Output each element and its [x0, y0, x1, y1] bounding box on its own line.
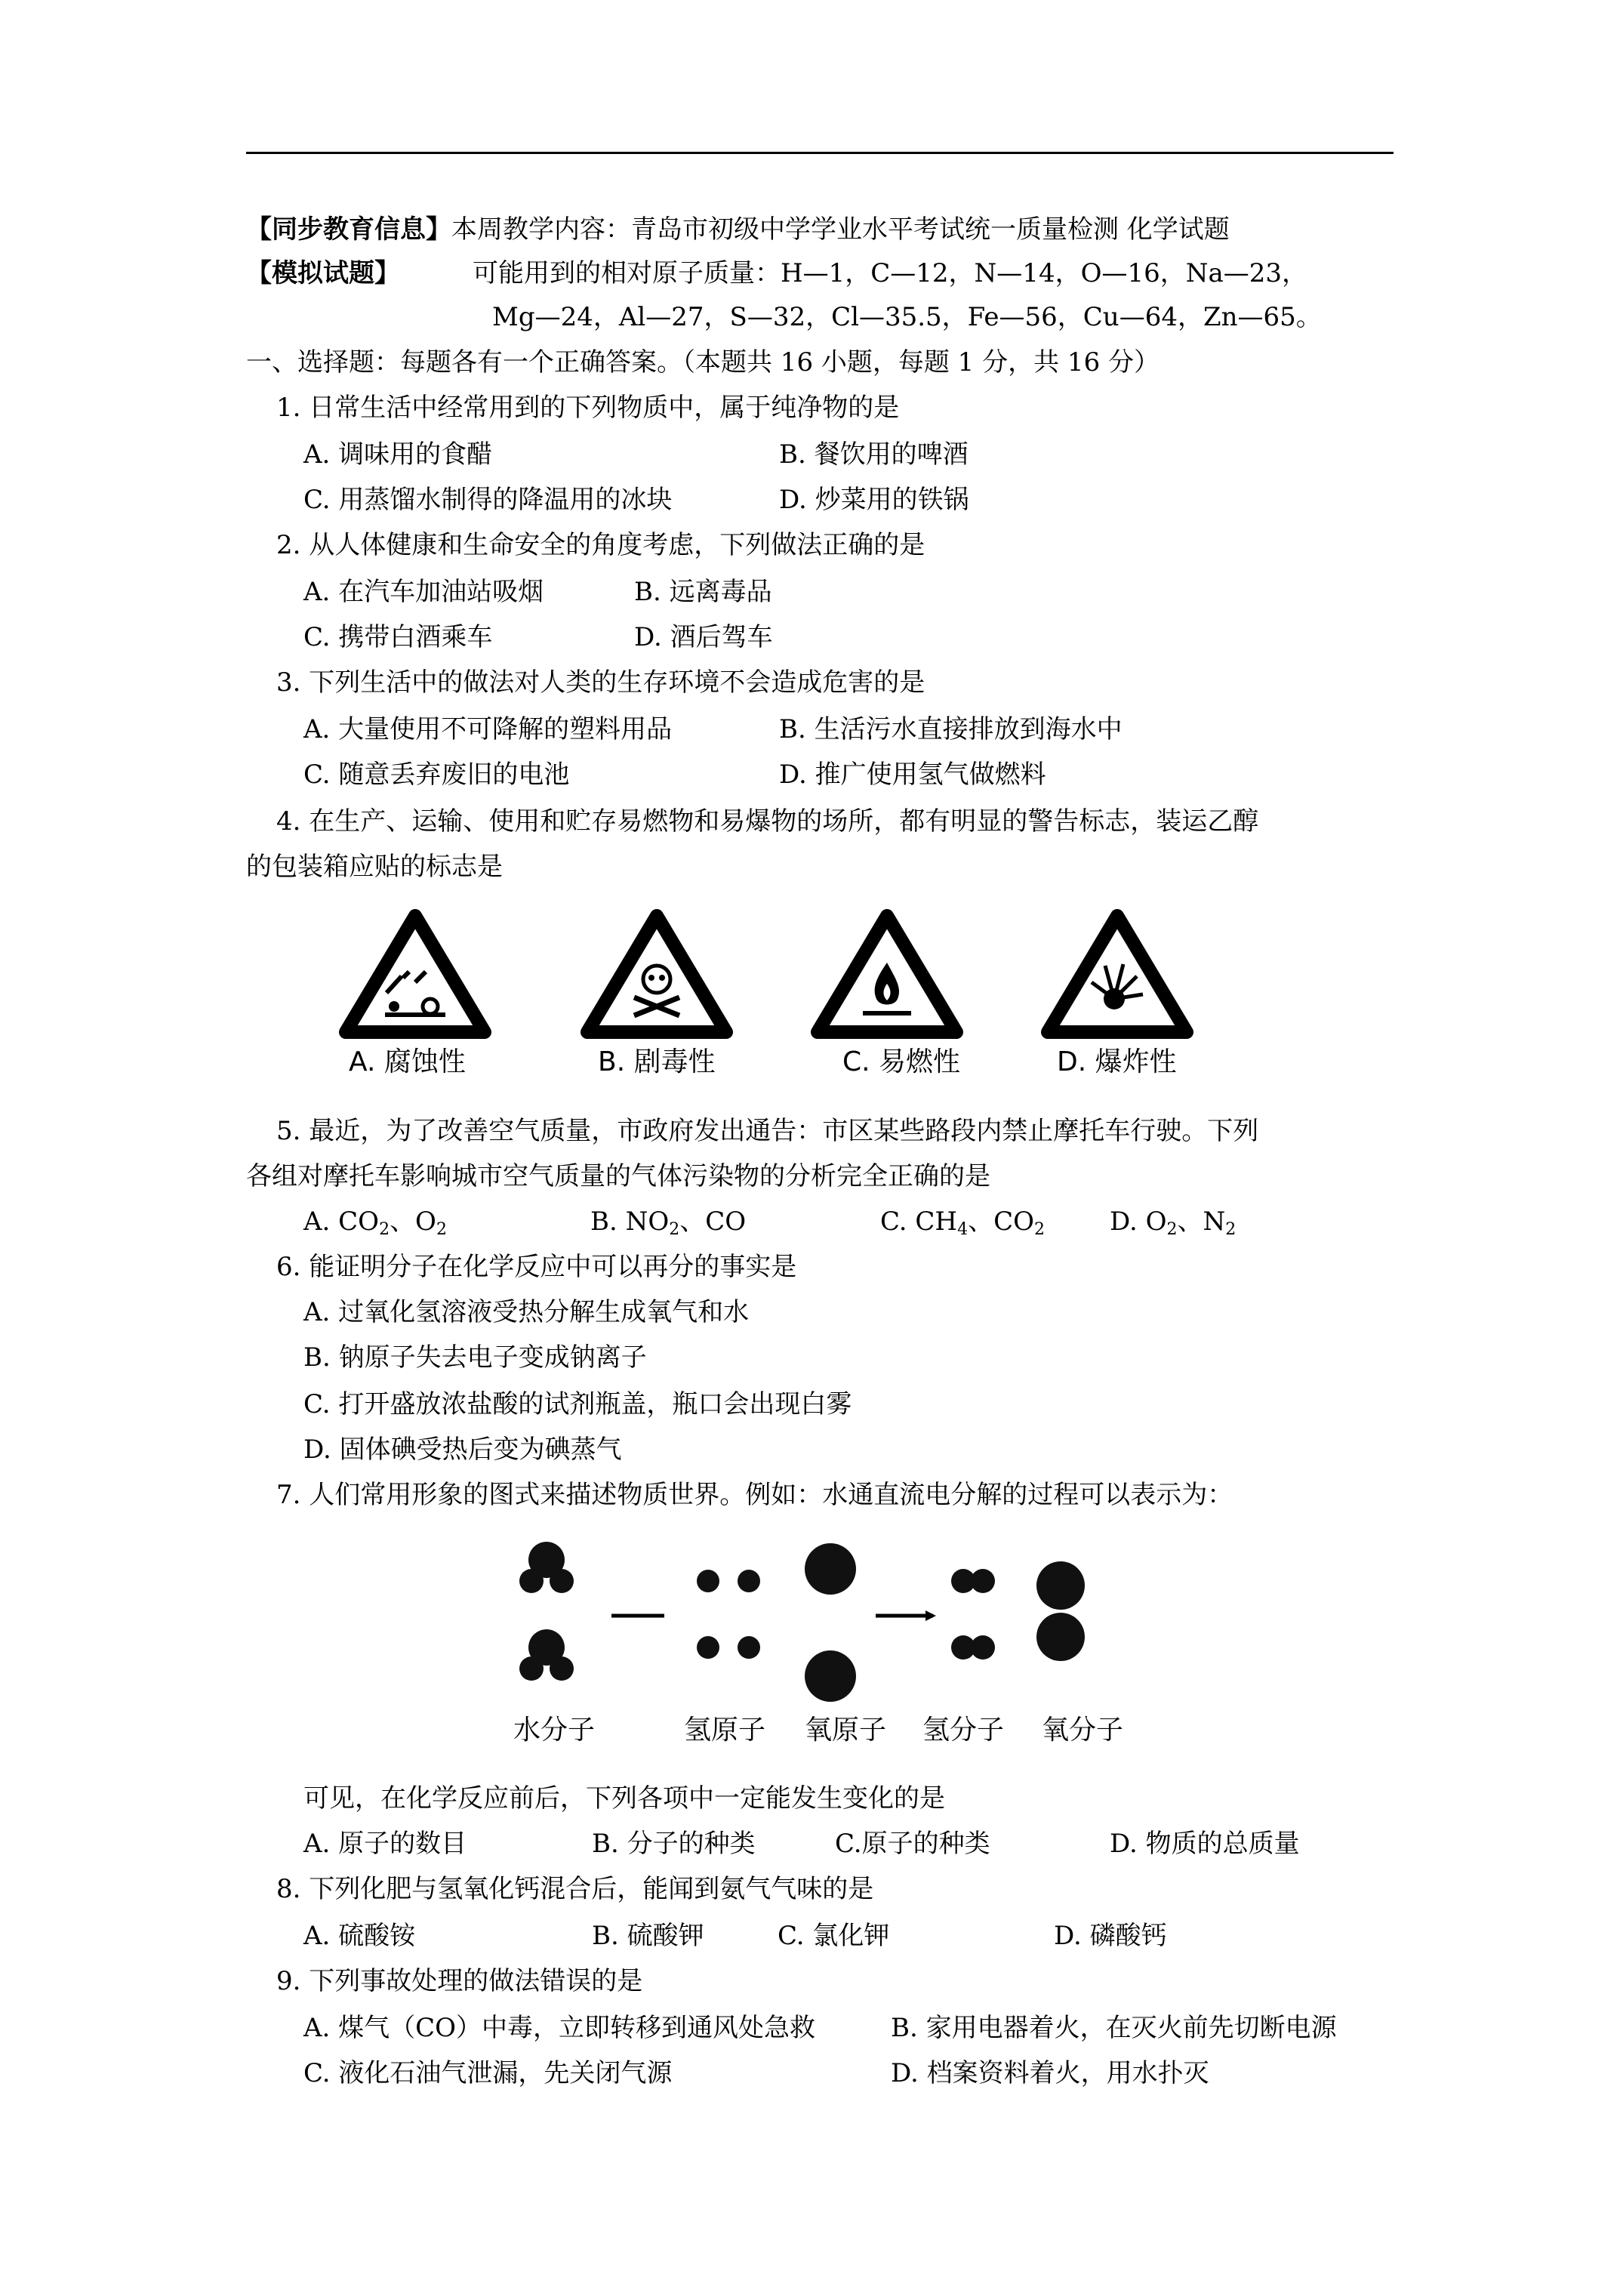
- label-oxygen-molecule: 氧分子: [1042, 1715, 1124, 1746]
- q2-stem: 2. 从人体健康和生命安全的角度考虑，下列做法正确的是: [276, 530, 925, 560]
- label-water-molecule: 水分子: [513, 1715, 596, 1746]
- header-rule: [246, 152, 1394, 154]
- q1-option-b[interactable]: B. 餐饮用的啤酒: [779, 439, 969, 470]
- q1-option-c[interactable]: C. 用蒸馏水制得的降温用的冰块: [303, 485, 673, 515]
- water-molecule-icon: [519, 1542, 574, 1593]
- q4-stem-line-1: 4. 在生产、运输、使用和贮存易燃物和易爆物的场所，都有明显的警告标志，装运乙醇: [276, 806, 1259, 837]
- explosive-sign-icon[interactable]: [1042, 910, 1193, 1038]
- q7-follow-text: 可见，在化学反应前后，下列各项中一定能发生变化的是: [303, 1783, 945, 1814]
- label-hydrogen-atom: 氢原子: [684, 1715, 766, 1746]
- q3-option-b[interactable]: B. 生活污水直接排放到海水中: [779, 714, 1123, 744]
- q2-option-c[interactable]: C. 携带白酒乘车: [303, 622, 493, 652]
- sign-label-a: A. 腐蚀性: [349, 1046, 466, 1077]
- q6-stem: 6. 能证明分子在化学反应中可以再分的事实是: [276, 1252, 797, 1282]
- q2-option-d[interactable]: D. 酒后驾车: [634, 622, 773, 652]
- q6-option-c[interactable]: C. 打开盛放浓盐酸的试剂瓶盖，瓶口会出现白雾: [303, 1389, 852, 1419]
- q1-option-a[interactable]: A. 调味用的食醋: [303, 439, 493, 470]
- q9-option-d[interactable]: D. 档案资料着火，用水扑灭: [891, 2058, 1209, 2088]
- toxic-sign-icon[interactable]: [581, 910, 732, 1038]
- mock-line: [246, 257, 400, 290]
- q6-option-b[interactable]: B. 钠原子失去电子变成钠离子: [303, 1342, 647, 1373]
- sign-label-c: C. 易燃性: [842, 1046, 961, 1077]
- flammable-sign-icon[interactable]: [812, 910, 962, 1038]
- q1-stem: 1. 日常生活中经常用到的下列物质中，属于纯净物的是: [276, 393, 900, 423]
- q8-option-b[interactable]: B. 硫酸钾: [592, 1921, 704, 1951]
- mock-label: 【模拟试题】: [246, 258, 400, 288]
- label-oxygen-atom: 氧原子: [805, 1715, 887, 1746]
- q5-option-c[interactable]: C. $CH_4$、$CO_2$: [880, 1207, 1045, 1239]
- q7-stem: 7. 人们常用形象的图式来描述物质世界。例如：水通直流电分解的过程可以表示为：: [276, 1480, 1233, 1510]
- q5-option-b[interactable]: B. $NO_2$、CO: [590, 1207, 747, 1239]
- hydrogen-molecules-icon: [951, 1569, 995, 1660]
- label-hydrogen-molecule: 氢分子: [922, 1715, 1005, 1746]
- q7-option-c[interactable]: C.原子的种类: [835, 1829, 990, 1859]
- q6-option-a[interactable]: A. 过氧化氢溶液受热分解生成氧气和水: [303, 1297, 750, 1327]
- hydrogen-atoms-icon: [697, 1570, 760, 1659]
- sign-label-b: B. 剧毒性: [598, 1046, 716, 1077]
- q1-option-d[interactable]: D. 炒菜用的铁锅: [779, 485, 969, 515]
- q3-option-a[interactable]: A. 大量使用不可降解的塑料用品: [303, 714, 673, 744]
- sync-info-line: [246, 213, 1230, 246]
- sign-label-d: D. 爆炸性: [1057, 1046, 1177, 1077]
- oxygen-molecule-icon: [1036, 1561, 1085, 1661]
- q9-option-b[interactable]: B. 家用电器着火，在灭火前先切断电源: [891, 2013, 1337, 2043]
- q2-option-b[interactable]: B. 远离毒品: [634, 577, 772, 607]
- sync-label: 【同步教育信息】: [246, 214, 451, 245]
- q7-option-d[interactable]: D. 物质的总质量: [1110, 1829, 1300, 1859]
- q5-stem-line-2: 各组对摩托车影响城市空气质量的气体污染物的分析完全正确的是: [246, 1161, 990, 1191]
- q5-option-d[interactable]: D. $O_2$、$N_2$: [1110, 1207, 1236, 1239]
- q9-option-a[interactable]: A. 煤气（CO）中毒，立即转移到通风处急救: [303, 2013, 816, 2043]
- q7-option-b[interactable]: B. 分子的种类: [592, 1829, 756, 1859]
- atomic-mass-line-2: Mg—24，Al—27，S—32，Cl—35.5，Fe—56，Cu—64，Zn—65。: [492, 302, 1322, 332]
- q3-stem: 3. 下列生活中的做法对人类的生存环境不会造成危害的是: [276, 667, 925, 698]
- q5-stem-line-1: 5. 最近，为了改善空气质量，市政府发出通告：市区某些路段内禁止摩托车行驶。下列: [276, 1116, 1259, 1146]
- section-title: 一、选择题：每题各有一个正确答案。（本题共 16 小题，每题 1 分，共 16 分）: [246, 347, 1160, 378]
- q9-option-c[interactable]: C. 液化石油气泄漏，先关闭气源: [303, 2058, 673, 2088]
- q9-stem: 9. 下列事故处理的做法错误的是: [276, 1966, 643, 1996]
- q2-option-a[interactable]: A. 在汽车加油站吸烟: [303, 577, 544, 607]
- q7-option-a[interactable]: A. 原子的数目: [303, 1829, 467, 1859]
- q8-option-c[interactable]: C. 氯化钾: [778, 1921, 890, 1951]
- water-molecule-icon: [519, 1629, 574, 1681]
- q5-option-a[interactable]: A. $CO_2$、$O_2$: [303, 1207, 447, 1239]
- oxygen-atoms-icon: [805, 1543, 856, 1702]
- sync-text: 本周教学内容：青岛市初级中学学业水平考试统一质量检测 化学试题: [451, 214, 1230, 245]
- q6-option-d[interactable]: D. 固体碘受热后变为碘蒸气: [303, 1435, 622, 1465]
- q8-stem: 8. 下列化肥与氢氧化钙混合后，能闻到氨气气味的是: [276, 1874, 874, 1904]
- water-electrolysis-diagram: [506, 1533, 1155, 1721]
- q3-option-d[interactable]: D. 推广使用氢气做燃料: [779, 760, 1046, 790]
- atomic-mass-line-1: 可能用到的相对原子质量：H—1，C—12，N—14，O—16，Na—23，: [473, 258, 1307, 288]
- q3-option-c[interactable]: C. 随意丢弃废旧的电池: [303, 760, 570, 790]
- corrosive-sign-icon[interactable]: [340, 910, 491, 1038]
- q8-option-a[interactable]: A. 硫酸铵: [303, 1921, 416, 1951]
- q4-stem-line-2: 的包装箱应贴的标志是: [246, 852, 503, 882]
- q8-option-d[interactable]: D. 磷酸钙: [1054, 1921, 1167, 1951]
